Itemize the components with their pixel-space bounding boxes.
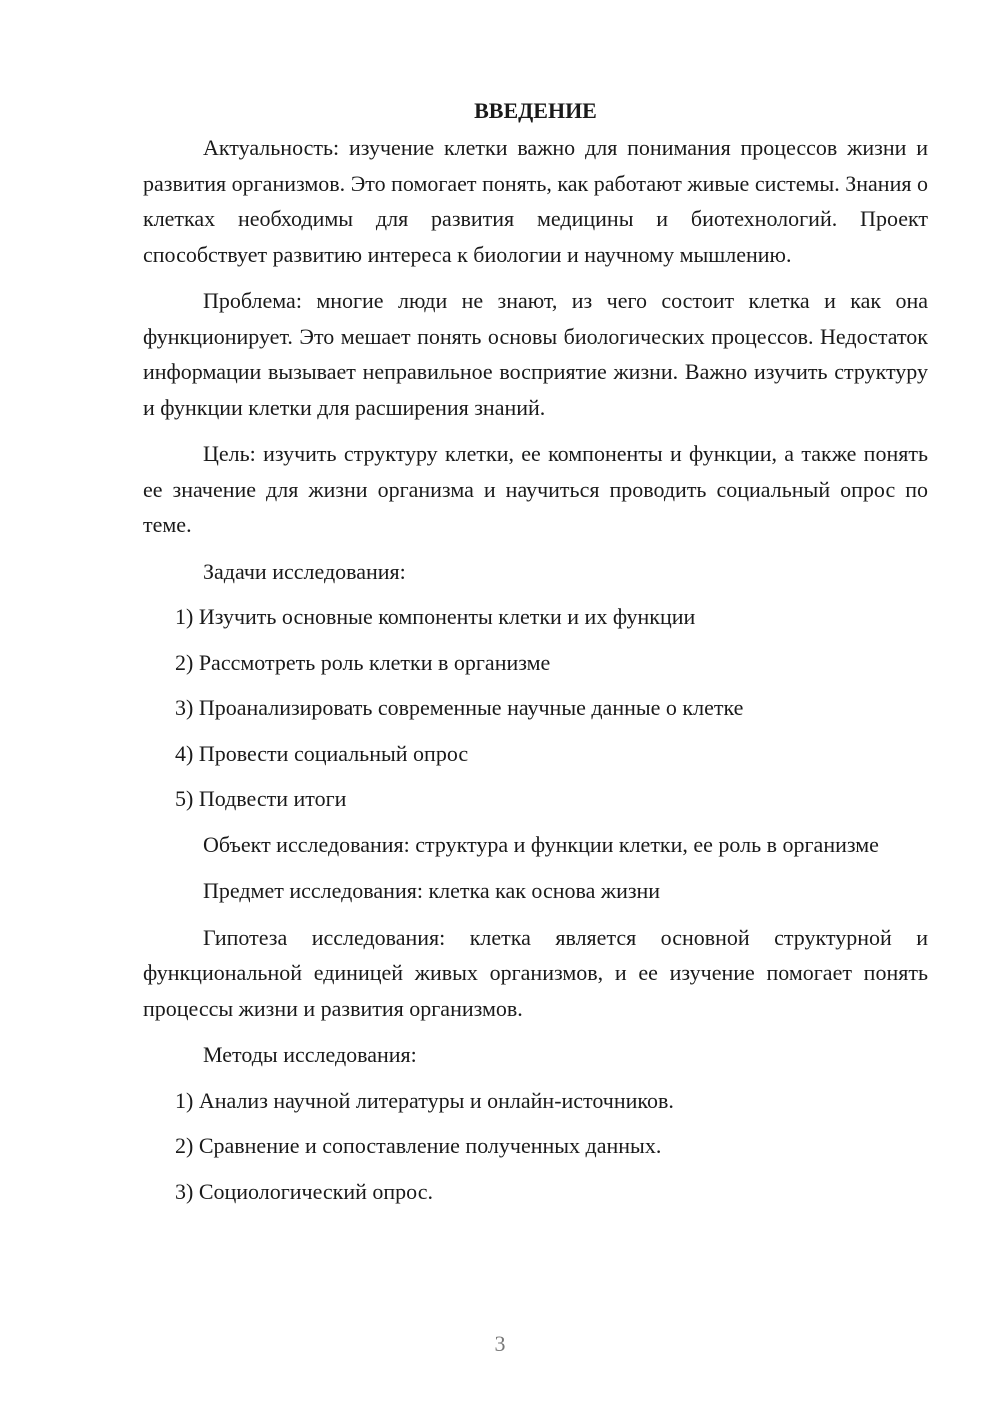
object-paragraph: Объект исследования: структура и функции клетки, ее роль в организме — [203, 831, 879, 857]
methods-list — [143, 1083, 928, 1210]
page-number: 3 — [494, 1331, 506, 1356]
methods-heading: Методы исследования: — [203, 1042, 417, 1067]
page-title: ВВЕДЕНИЕ — [474, 98, 597, 123]
subject-paragraph: Предмет исследования: клетка как основа жизни — [203, 878, 661, 903]
list-item: 3) Социологический опрос. — [175, 1178, 433, 1204]
goal-paragraph: Цель: изучить структуру клетки, ее компоненты и функции, а также понять ее значение для жизни организма и научиться проводить социальный опрос по теме. — [143, 441, 928, 537]
document-page — [143, 96, 928, 1219]
hypothesis-paragraph: Гипотеза исследования: клетка является основной структурной и функциональной единицей живых организмов, и ее изучение помогает понять процессы жизни и развития организмов. — [143, 924, 928, 1021]
list-item: 2) Рассмотреть роль клетки в организме — [175, 649, 551, 675]
list-item: 4) Провести социальный опрос — [175, 740, 469, 766]
tasks-list — [143, 599, 928, 817]
list-item: 2) Сравнение и сопоставление полученных данных. — [175, 1133, 662, 1158]
list-item: 1) Анализ научной литературы и онлайн-источников. — [175, 1087, 674, 1113]
list-item: 3) Проанализировать современные научные данные о клетке — [175, 695, 744, 720]
relevance-paragraph: Актуальность: изучение клетки важно для понимания процессов жизни и развития организмов. Это помогает понять, как работают живые системы. Знания о клетках необходимы для развития медицины и биотехнологий. Проект способствует развитию интереса к биологии и научному мышлению. — [143, 135, 928, 267]
problem-paragraph: Проблема: многие люди не знают, из чего состоит клетка и как она функционирует. Это мешает понять основы биологических процессов. Недостаток информации вызывает неправильное восприятие жизни. Важно изучить структуру и функции клетки для расширения знаний. — [143, 288, 928, 420]
list-item: 5) Подвести итоги — [175, 786, 347, 811]
list-item: 1) Изучить основные компоненты клетки и их функции — [175, 604, 696, 629]
tasks-heading: Задачи исследования: — [203, 558, 406, 584]
